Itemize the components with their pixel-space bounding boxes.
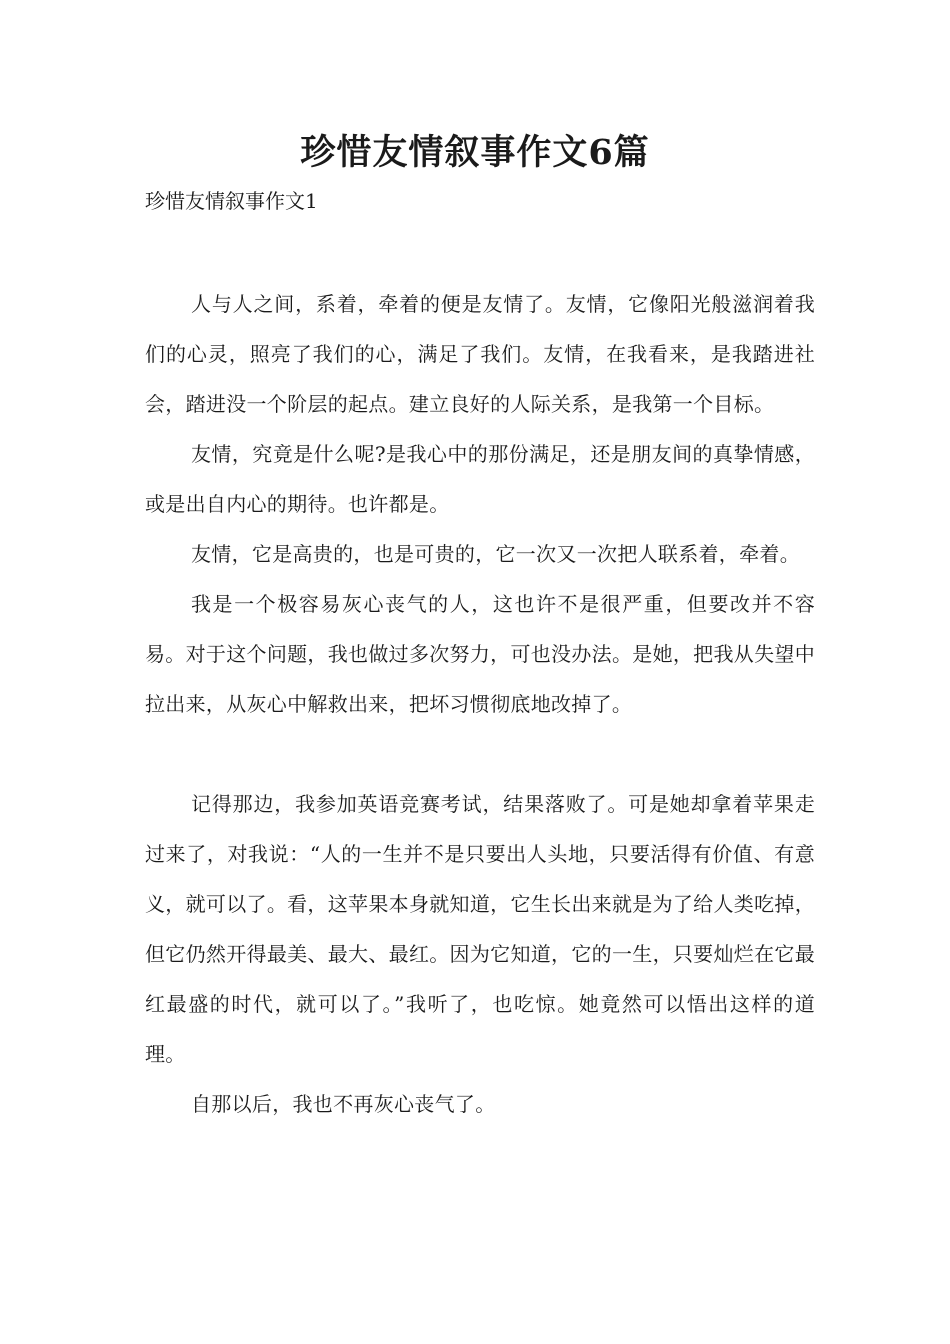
paragraph: 友情，它是高贵的，也是可贵的，它一次又一次把人联系着，牵着。 — [191, 542, 800, 566]
paragraph: 自那以后，我也不再灰心丧气了。 — [191, 1092, 496, 1116]
paragraph: 友情，究竟是什么呢?是我心中的那份满足，还是朋友间的真挚情感，或是出自内心的期待。也许都是。 — [145, 442, 815, 516]
document-title: 珍惜友情叙事作文6篇 — [300, 132, 650, 173]
section-heading: 珍惜友情叙事作文1 — [145, 189, 318, 213]
paragraph: 我是一个极容易灰心丧气的人，这也许不是很严重，但要改并不容易。对于这个问题，我也做过多次努力，可也没办法。是她，把我从失望中拉出来，从灰心中解救出来，把坏习惯彻底地改掉了。 — [145, 592, 815, 716]
document-body — [145, 279, 815, 1129]
paragraph-spacer — [145, 729, 815, 779]
paragraph: 记得那边，我参加英语竞赛考试，结果落败了。可是她却拿着苹果走过来了，对我说：“人的一生并不是只要出人头地，只要活得有价值、有意义，就可以了。看，这苹果本身就知道，它生长出来就是为了给人类吃掉，但它仍然开得最美、最大、最红。因为它知道，它的一生，只要灿烂在它最红最盛的时代，就可以了。”我听了，也吃惊。她竟然可以悟出这样的道理。 — [145, 792, 815, 1066]
paragraph: 人与人之间，系着，牵着的便是友情了。友情，它像阳光般滋润着我们的心灵，照亮了我们的心，满足了我们。友情，在我看来，是我踏进社会，踏进没一个阶层的起点。建立良好的人际关系，是我第一个目标。 — [145, 292, 815, 416]
